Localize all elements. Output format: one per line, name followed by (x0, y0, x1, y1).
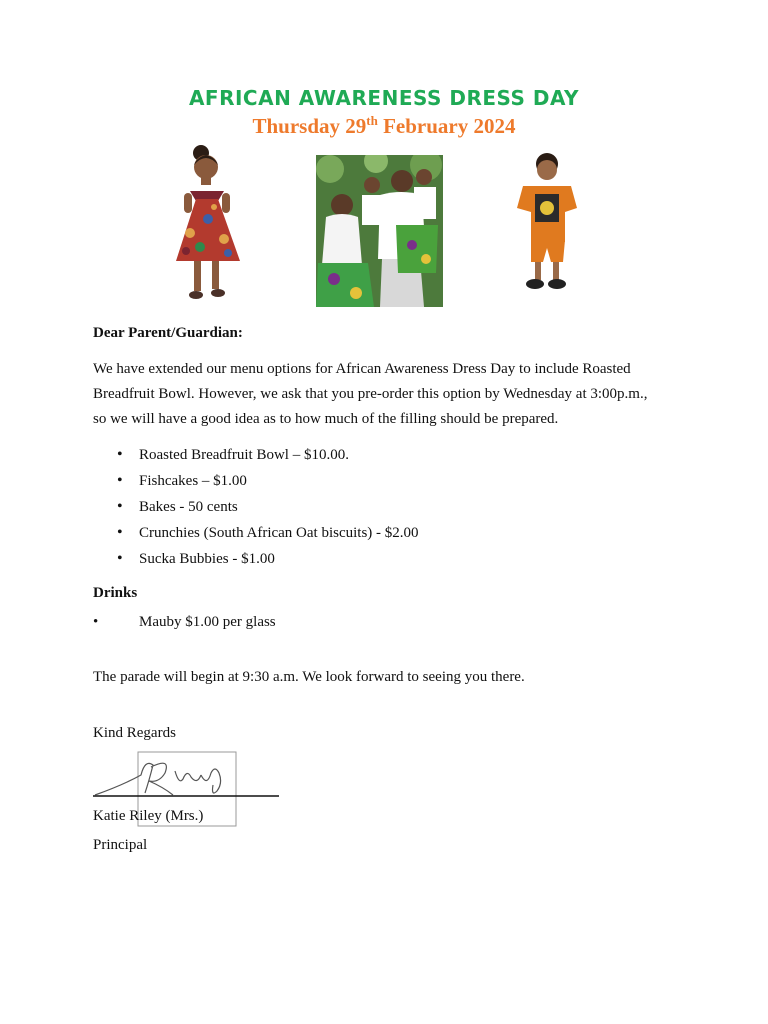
drinks-bullet-icon: • (93, 614, 99, 630)
menu-item-text: Bakes - 50 cents (139, 499, 238, 515)
menu-item-text: Crunchies (South African Oat biscuits) - $2.00 (139, 525, 419, 541)
intro-paragraph (93, 357, 713, 432)
boy-in-dashiki-photo (503, 150, 583, 298)
list-item (117, 520, 419, 546)
closing: Kind Regards (93, 725, 176, 741)
event-date (0, 114, 768, 139)
family-in-african-print-photo (316, 155, 443, 307)
list-item (117, 468, 419, 494)
menu-item-text: Sucka Bubbies - $1.00 (139, 551, 275, 567)
parade-notice: The parade will begin at 9:30 a.m. We look forward to seeing you there. (93, 669, 525, 685)
intro-line-3: so we will have a good idea as to how much of the filling should be prepared. (93, 411, 559, 427)
bullet-icon: • (117, 446, 123, 463)
menu-item-text: Fishcakes – $1.00 (139, 473, 247, 489)
girl-in-african-print-dress-photo (168, 143, 248, 308)
menu-list (117, 442, 419, 572)
date-month-year: February 2024 (377, 114, 516, 138)
date-day: Thursday 29 (252, 114, 367, 138)
list-item (117, 546, 419, 572)
drinks-item: Mauby $1.00 per glass (139, 614, 276, 630)
bullet-icon: • (117, 524, 123, 541)
date-ordinal: th (366, 113, 378, 128)
signatory-role: Principal (93, 837, 148, 853)
list-item (117, 494, 419, 520)
menu-item-text: Roasted Breadfruit Bowl – $10.00. (139, 447, 349, 463)
bullet-icon: • (117, 472, 123, 489)
bullet-icon: • (117, 498, 123, 515)
signatory-name: Katie Riley (Mrs.) (93, 808, 204, 824)
drinks-heading: Drinks (93, 585, 138, 601)
list-item (117, 442, 419, 468)
salutation: Dear Parent/Guardian: (93, 325, 243, 341)
bullet-icon: • (117, 550, 123, 567)
intro-line-2: Breadfruit Bowl. However, we ask that you pre-order this option by Wednesday at 3:00p.m., (93, 386, 648, 402)
intro-line-1: We have extended our menu options for African Awareness Dress Day to include Roasted (93, 361, 631, 377)
page-title: AFRICAN AWARENESS DRESS DAY (188, 86, 580, 110)
